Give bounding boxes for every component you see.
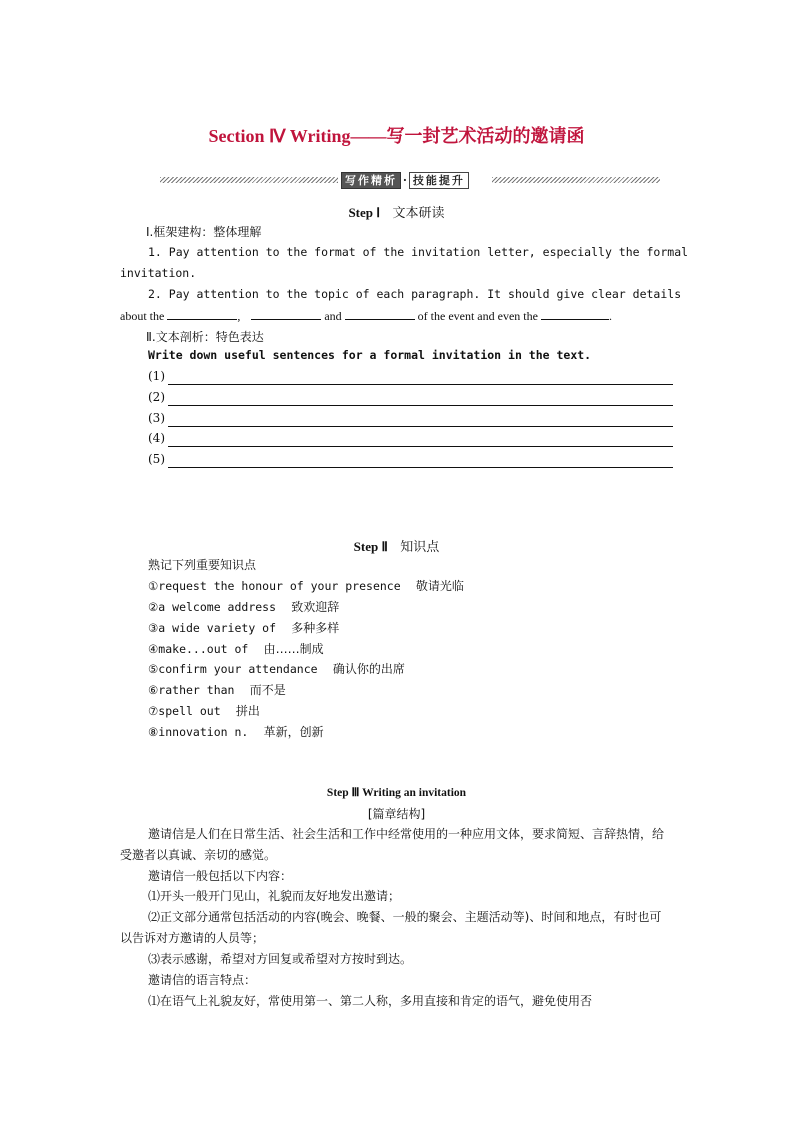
knowledge-item-en: ⑧innovation n. [148, 725, 249, 739]
banner-tags [341, 172, 469, 188]
answer-line-1 [168, 384, 673, 385]
knowledge-item-en: ④make...out of [148, 642, 249, 656]
step2-heading [120, 536, 673, 555]
step1-item1-line1: 1. Pay attention to the format of the invitation letter, especially the formal [148, 245, 689, 259]
banner-separator: · [403, 173, 407, 187]
sentence-number-2: (2) [148, 390, 165, 404]
knowledge-item [148, 723, 324, 740]
knowledge-item [148, 640, 324, 657]
knowledge-item [148, 702, 260, 719]
knowledge-item-zh: 由……制成 [263, 642, 324, 656]
step3-paragraph: ⑴开头一般开门见山，礼貌而友好地发出邀请； [148, 889, 401, 903]
knowledge-item [148, 681, 286, 698]
answer-line-4 [168, 446, 673, 447]
item2-text-comma: , [237, 309, 241, 323]
knowledge-item-zh: 而不是 [249, 683, 286, 697]
knowledge-item-en: ⑦spell out [148, 704, 221, 718]
step1-heading-zh: 文本研读 [392, 206, 445, 221]
page-title: Section Ⅳ Writing——写一封艺术活动的邀请函 [208, 126, 585, 146]
knowledge-item-en: ⑥rather than [148, 683, 235, 697]
step3-paragraph: ⑶表示感谢，希望对方回复或希望对方按时到达。 [148, 952, 413, 966]
blank-4 [541, 307, 609, 320]
sentence-line-3 [148, 411, 673, 429]
item2-text-about: about the [120, 309, 165, 323]
item2-text-event: of the event and even the [417, 309, 538, 323]
knowledge-item-en: ①request the honour of your presence [148, 579, 401, 593]
step1-item1-line2: invitation. [120, 266, 197, 280]
blank-1 [167, 307, 237, 320]
answer-line-2 [168, 405, 673, 406]
knowledge-item-zh: 拼出 [235, 704, 260, 718]
step3-paragraph: 邀请信是人们在日常生活、社会生活和工作中经常使用的一种应用文体，要求简短、言辞热情，给受邀者以真诚、亲切的感觉。 [120, 827, 665, 862]
banner-tag-writing: 写作精析 [341, 172, 401, 189]
sentence-number-3: (3) [148, 411, 165, 425]
step2-heading-en: Step Ⅱ [353, 539, 388, 554]
sentence-line-5 [148, 452, 673, 470]
knowledge-item-zh: 致欢迎辞 [291, 600, 340, 614]
sentence-line-1 [148, 369, 673, 387]
step1-part2-title: Ⅱ.文本剖析：特色表达 [146, 330, 264, 344]
item2-text-period: . [608, 309, 612, 323]
knowledge-item [148, 577, 464, 594]
knowledge-item-zh: 革新，创新 [263, 725, 324, 739]
knowledge-item-en: ③a wide variety of [148, 621, 277, 635]
banner-tag-skills: 技能提升 [409, 172, 469, 189]
answer-line-5 [168, 467, 673, 468]
sentence-line-4 [148, 431, 673, 449]
section-banner [160, 172, 660, 188]
step3-paragraph: 邀请信的语言特点： [148, 973, 257, 987]
blank-2 [251, 307, 321, 320]
step3-paragraph: ⑴在语气上礼貌友好，常使用第一、第二人称，多用直接和肯定的语气，避免使用否 [148, 994, 593, 1008]
knowledge-item-zh: 确认你的出席 [332, 662, 405, 676]
sentence-number-5: (5) [148, 452, 165, 466]
step1-item2-line2 [120, 307, 612, 324]
banner-hatch-left [160, 177, 338, 183]
step1-heading [120, 202, 673, 221]
step2-heading-zh: 知识点 [400, 540, 440, 555]
step3-heading-text: Step Ⅲ Writing an invitation [326, 787, 467, 799]
step3-paragraph: 邀请信一般包括以下内容： [148, 869, 293, 883]
step1-heading-en: Step Ⅰ [348, 205, 381, 220]
knowledge-item-zh: 多种多样 [291, 621, 340, 635]
step3-paragraph: ⑵正文部分通常包括活动的内容(晚会、晚餐、一般的聚会、主题活动等)、时间和地点，有时也可以告诉对方邀请的人员等； [120, 910, 662, 945]
knowledge-item-zh: 敬请光临 [415, 579, 464, 593]
knowledge-item [148, 660, 405, 677]
blank-3 [345, 307, 415, 320]
item2-text-and: and [324, 309, 342, 323]
step1-part1-title: Ⅰ.框架建构：整体理解 [146, 225, 262, 239]
answer-line-3 [168, 426, 673, 427]
sentence-number-1: (1) [148, 369, 165, 383]
banner-hatch-right [492, 177, 660, 183]
step1-item2-line1: 2. Pay attention to the topic of each paragraph. It should give clear details [148, 287, 682, 301]
step3-heading [120, 785, 673, 800]
knowledge-item [148, 598, 339, 615]
knowledge-item [148, 619, 339, 636]
knowledge-item-en: ⑤confirm your attendance [148, 662, 318, 676]
step3-subheading: [篇章结构] [367, 807, 426, 821]
sentence-number-4: (4) [148, 431, 165, 445]
knowledge-item-en: ②a welcome address [148, 600, 277, 614]
step2-intro: 熟记下列重要知识点 [148, 558, 257, 572]
sentence-line-2 [148, 390, 673, 408]
step1-instruction: Write down useful sentences for a formal invitation in the text. [148, 348, 592, 362]
